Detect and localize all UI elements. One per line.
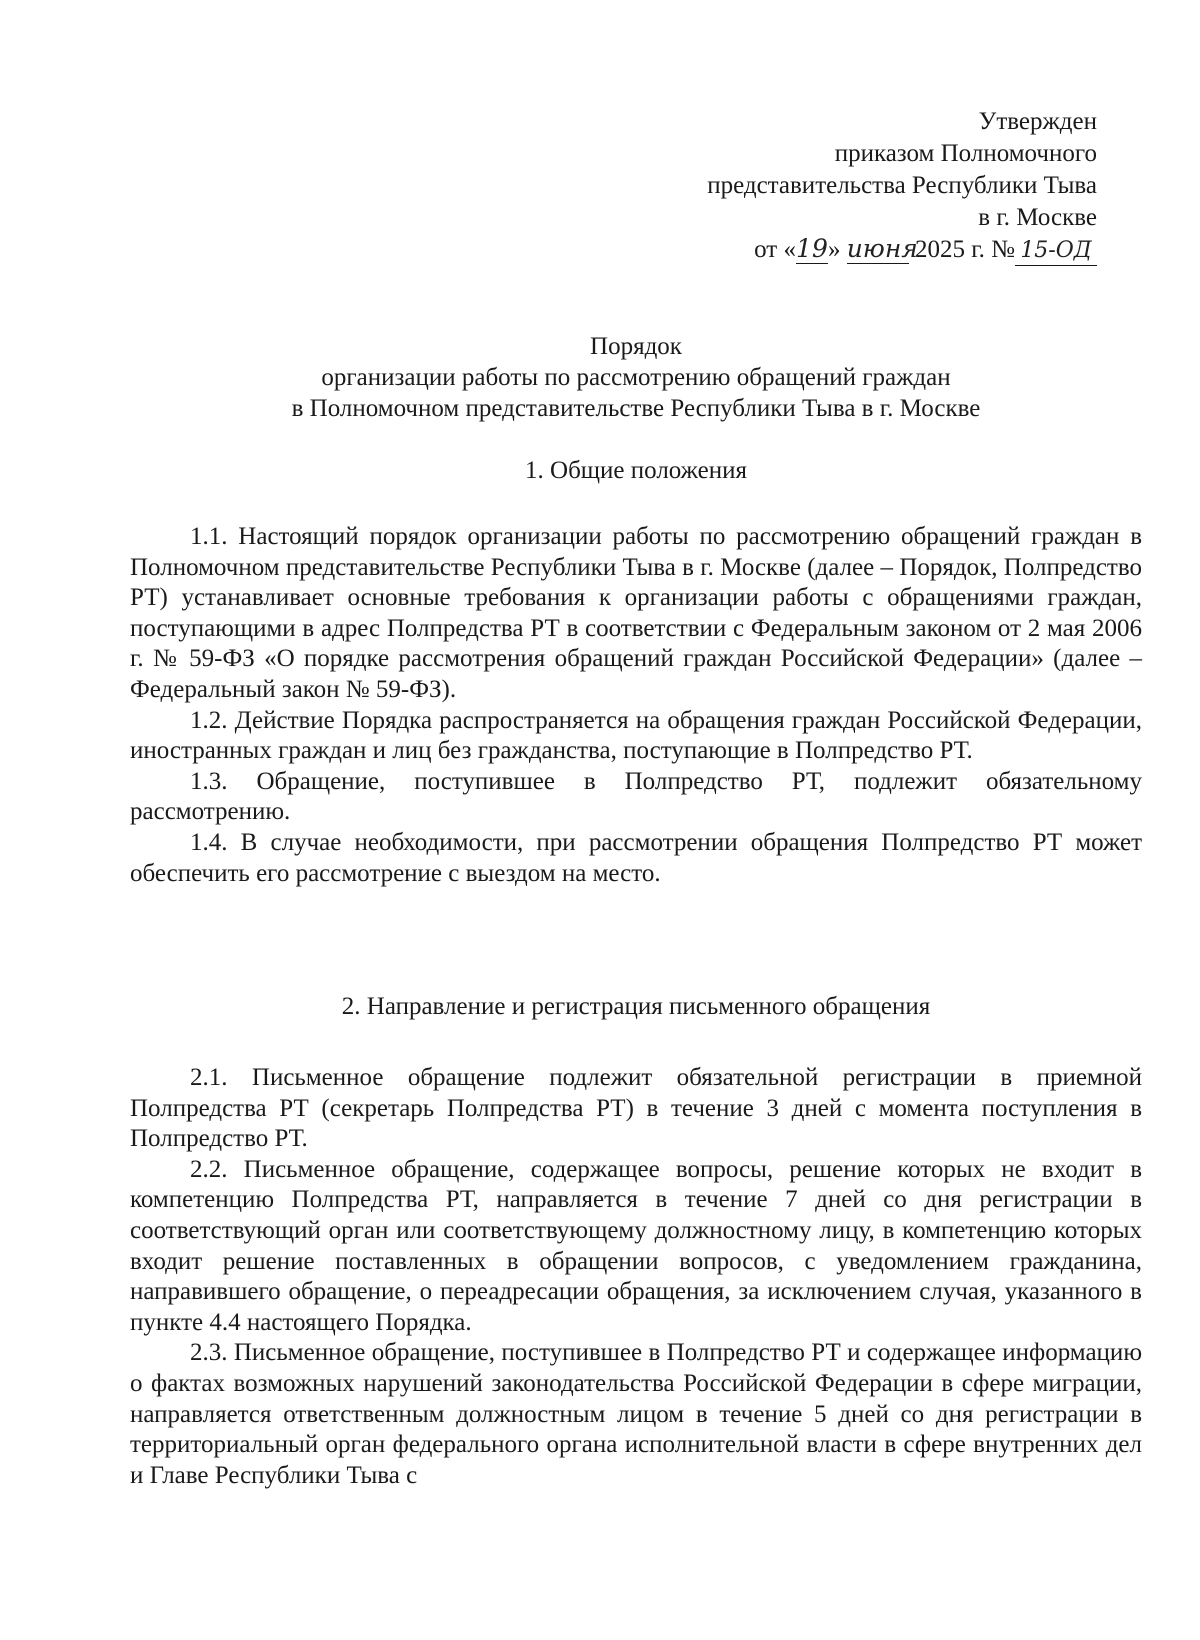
handwritten-day: 19	[796, 234, 828, 263]
paragraph: 2.3. Письменное обращение, поступившее в Полпредство РТ и содержащее информацию о фактах возможных нарушений законодательства Российской Федерации в сфере миграции, направляется ответственным должностным лицом в течение 5 дней со дня регистрации в территориальный орган федерального органа исполнительной власти в сфере внутренних дел и Главе Республики Тыва с	[130, 1339, 1142, 1489]
approval-line: Утвержден	[978, 108, 1097, 135]
paragraph: 1.3. Обращение, поступившее в Полпредство РТ, подлежит обязательному рассмотрению.	[130, 767, 1142, 826]
title-line: Порядок	[590, 333, 682, 360]
date-prefix: от «	[754, 236, 796, 263]
section-body	[130, 1063, 1142, 1491]
handwritten-order-number: 15-ОД	[1015, 237, 1097, 266]
paragraph: 1.4. В случае необходимости, при рассмотрении обращения Полпредство РТ может обеспечить его рассмотрение с выездом на место.	[130, 828, 1142, 887]
paragraph: 1.1. Настоящий порядок организации работы по рассмотрению обращений граждан в Полномочном представительстве Республики Тыва в г. Москве (далее – Порядок, Полпредство РТ) устанавливает основные требования к организации работы с обращениями граждан, поступающими в адрес Полпредства РТ в соответствии с Федеральным законом от 2 мая 2006 г. № 59-ФЗ «О порядке рассмотрения обращений граждан Российской Федерации» (далее – Федеральный закон № 59-ФЗ).	[130, 523, 1142, 703]
approval-date-line	[537, 234, 1097, 266]
handwritten-month: июня	[846, 234, 918, 263]
section-heading: 1. Общие положения	[525, 457, 747, 484]
paragraph: 2.2. Письменное обращение, содержащее вопросы, решение которых не входит в компетенцию Полпредства РТ, направляется в течение 7 дней со дня регистрации в соответствующий орган или соответствующему должностному лицу, в компетенцию которых входит решение поставленных в обращении вопросов, с уведомлением гражданина, направившего обращение, о переадресации обращения, за исключением случая, указанного в пункте 4.4 настоящего Порядка.	[130, 1155, 1142, 1336]
approval-block	[537, 106, 1097, 266]
approval-line: в г. Москве	[978, 204, 1097, 231]
approval-line: представительства Республики Тыва	[707, 172, 1097, 199]
title-line: в Полномочном представительстве Республики Тыва в г. Москве	[291, 395, 981, 422]
date-year: 2025 г. №	[914, 236, 1015, 263]
date-mid: »	[827, 236, 841, 263]
section-body	[130, 522, 1142, 889]
section-heading: 2. Направление и регистрация письменного обращения	[341, 993, 931, 1020]
approval-line: приказом Полномочного	[834, 140, 1097, 167]
paragraph: 1.2. Действие Порядка распространяется на обращения граждан Российской Федерации, иностранных граждан и лиц без гражданства, поступающие в Полпредство РТ.	[130, 706, 1142, 765]
paragraph: 2.1. Письменное обращение подлежит обязательной регистрации в приемной Полпредства РТ (секретарь Полпредства РТ) в течение 3 дней с момента поступления в Полпредство РТ.	[130, 1064, 1142, 1153]
document-title	[130, 331, 1142, 424]
title-line: организации работы по рассмотрению обращений граждан	[321, 364, 951, 391]
